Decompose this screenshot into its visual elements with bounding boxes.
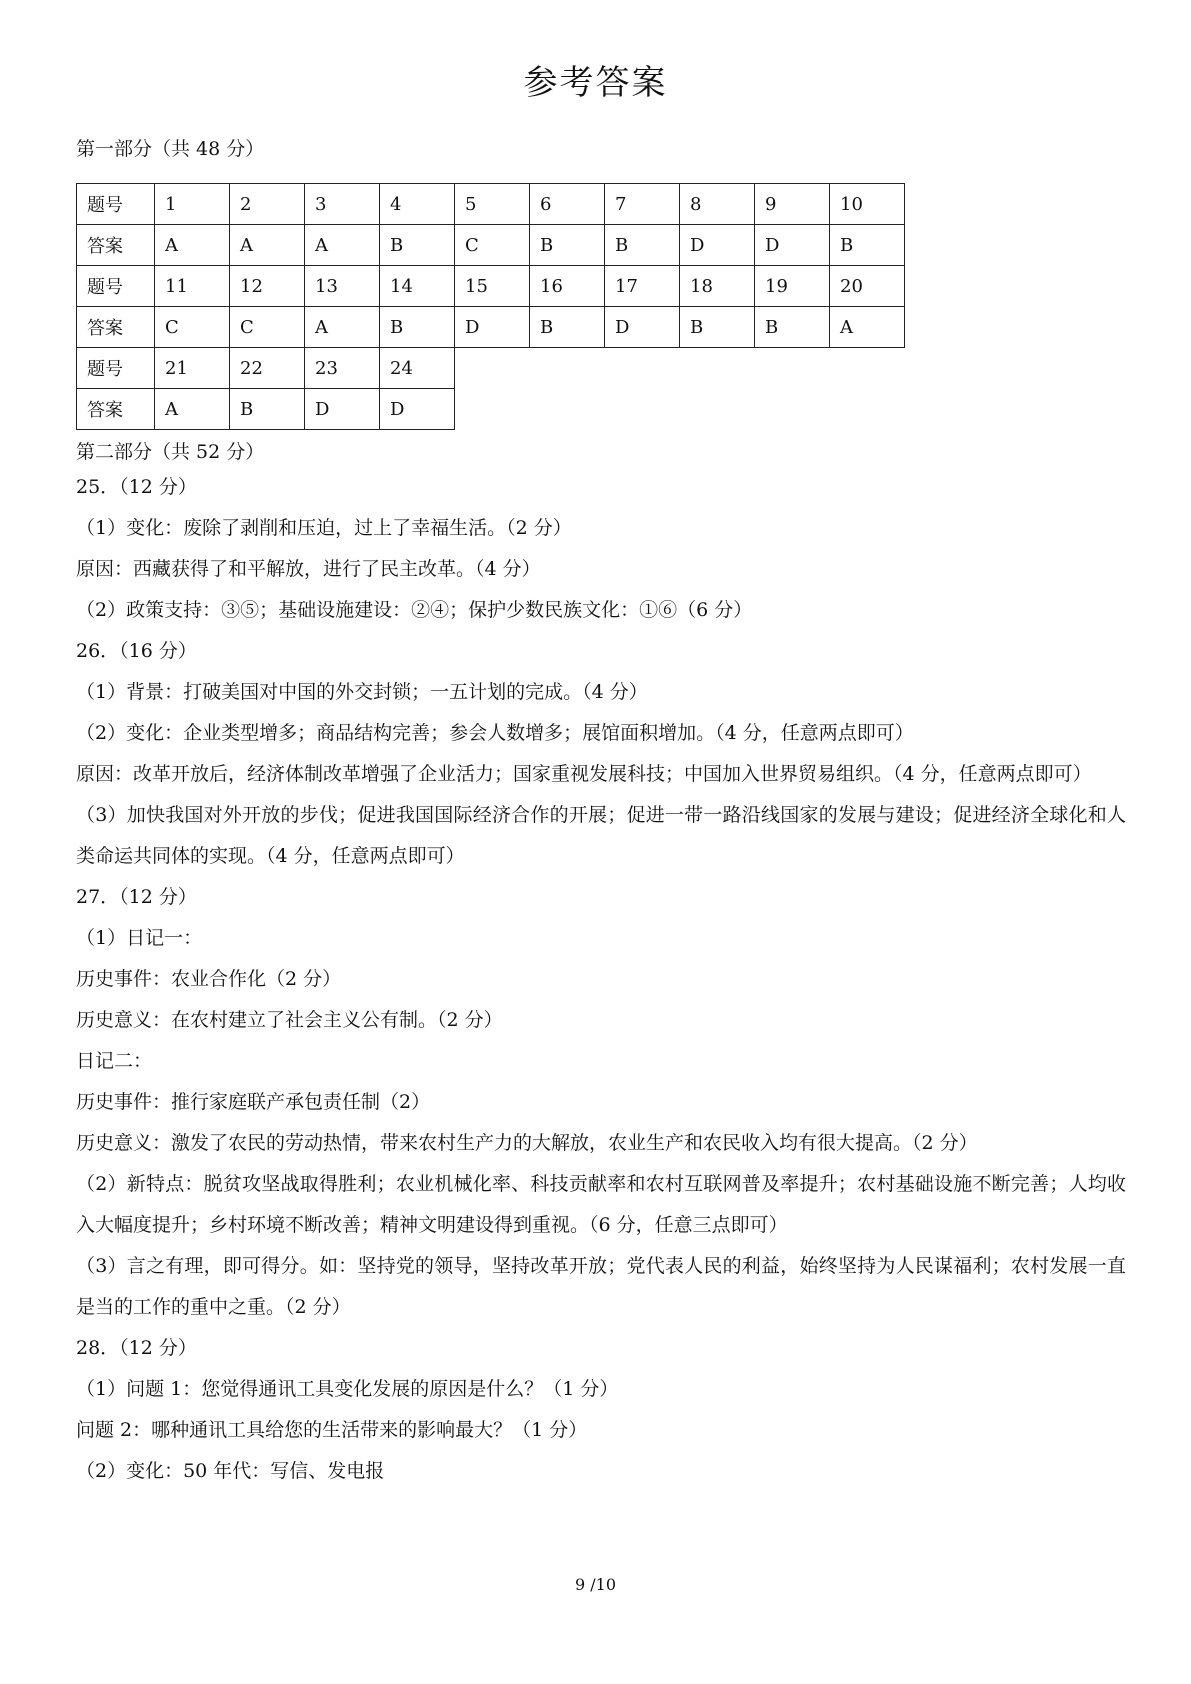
answer-cell: D — [680, 225, 755, 266]
answer-line: （1）背景：打破美国对中国的外交封锁；一五计划的完成。（4 分） — [76, 681, 648, 703]
question-number-cell: 17 — [605, 266, 680, 307]
question-number-cell: 21 — [155, 348, 230, 389]
answer-cell: A — [305, 307, 380, 348]
answer-row — [77, 307, 905, 348]
answer-cell: A — [155, 225, 230, 266]
answer-cell: A — [155, 389, 230, 430]
answer-cell: B — [230, 389, 305, 430]
answer-line: （2）新特点：脱贫攻坚战取得胜利；农业机械化率、科技贡献率和农村互联网普及率提升；农村基础设施不断完善；人均收入大幅度提升；乡村环境不断改善；精神文明建设得到重视。（6 分，任意三点即可） — [76, 1173, 1126, 1236]
question-number-cell: 7 — [605, 184, 680, 225]
answer-row — [77, 389, 905, 430]
question-number-cell: 10 — [830, 184, 905, 225]
answer-cell: A — [230, 225, 305, 266]
answer-line: 历史事件：推行家庭联产承包责任制（2） — [76, 1091, 431, 1113]
answer-cell: B — [605, 225, 680, 266]
answer-line: （2）变化：企业类型增多；商品结构完善；参会人数增多；展馆面积增加。（4 分，任意两点即可） — [76, 722, 914, 744]
question-number-cell: 18 — [680, 266, 755, 307]
answer-table — [76, 183, 905, 430]
question-number-cell: 1 — [155, 184, 230, 225]
question-number-row — [77, 266, 905, 307]
answer-cell: C — [155, 307, 230, 348]
question-number-cell: 13 — [305, 266, 380, 307]
empty-cell — [530, 389, 605, 430]
question-number-cell: 23 — [305, 348, 380, 389]
answer-line: 原因：西藏获得了和平解放，进行了民主改革。（4 分） — [76, 558, 541, 580]
answer-line: 27．（12 分） — [76, 886, 197, 908]
question-number-cell: 12 — [230, 266, 305, 307]
empty-cell — [605, 389, 680, 430]
empty-cell — [605, 348, 680, 389]
question-number-cell: 15 — [455, 266, 530, 307]
answer-row — [77, 225, 905, 266]
question-number-cell: 6 — [530, 184, 605, 225]
answer-line: （1）日记一： — [76, 927, 203, 949]
page-number: 9 /10 — [574, 1575, 616, 1594]
question-label-cell: 题号 — [77, 348, 155, 389]
answer-line: （2）政策支持：③⑤；基础设施建设：②④；保护少数民族文化：①⑥（6 分） — [76, 599, 753, 621]
question-number-row — [77, 184, 905, 225]
answer-cell: B — [380, 307, 455, 348]
question-number-cell: 5 — [455, 184, 530, 225]
answer-line: 历史意义：在农村建立了社会主义公有制。（2 分） — [76, 1009, 503, 1031]
question-number-cell: 19 — [755, 266, 830, 307]
part2-heading: 第二部分（共 52 分） — [76, 441, 265, 463]
question-number-cell: 22 — [230, 348, 305, 389]
empty-cell — [830, 348, 905, 389]
question-number-cell: 8 — [680, 184, 755, 225]
answer-content — [76, 467, 1126, 1492]
answer-label-cell: 答案 — [77, 225, 155, 266]
answer-cell: B — [830, 225, 905, 266]
empty-cell — [530, 348, 605, 389]
answer-line: 28．（12 分） — [76, 1337, 197, 1359]
question-number-cell: 16 — [530, 266, 605, 307]
question-number-cell: 3 — [305, 184, 380, 225]
page-title: 参考答案 — [523, 63, 668, 103]
answer-line: 原因：改革开放后，经济体制改革增强了企业活力；国家重视发展科技；中国加入世界贸易组织。（4 分，任意两点即可） — [76, 763, 1092, 785]
answer-line: （3）言之有理，即可得分。如：坚持党的领导，坚持改革开放；党代表人民的利益，始终坚持为人民谋福利；农村发展一直是当的工作的重中之重。（2 分） — [76, 1255, 1126, 1318]
question-number-cell: 11 — [155, 266, 230, 307]
question-number-cell: 24 — [380, 348, 455, 389]
answer-cell: D — [380, 389, 455, 430]
empty-cell — [680, 348, 755, 389]
question-label-cell: 题号 — [77, 184, 155, 225]
answer-cell: B — [530, 225, 605, 266]
question-number-cell: 2 — [230, 184, 305, 225]
answer-line: （3）加快我国对外开放的步伐；促进我国国际经济合作的开展；促进一带一路沿线国家的发展与建设；促进经济全球化和人类命运共同体的实现。（4 分，任意两点即可） — [76, 804, 1126, 867]
answer-line: 历史意义：激发了农民的劳动热情，带来农村生产力的大解放，农业生产和农民收入均有很大提高。（2 分） — [76, 1132, 978, 1154]
answer-label-cell: 答案 — [77, 307, 155, 348]
answer-cell: D — [605, 307, 680, 348]
answer-cell: B — [530, 307, 605, 348]
answer-line: （1）问题 1：您觉得通讯工具变化发展的原因是什么？（1 分） — [76, 1378, 619, 1400]
answer-line: （1）变化：废除了剥削和压迫，过上了幸福生活。（2 分） — [76, 517, 572, 539]
answer-cell: B — [755, 307, 830, 348]
answer-cell: B — [380, 225, 455, 266]
answer-line: （2）变化：50 年代：写信、发电报 — [76, 1460, 385, 1482]
question-label-cell: 题号 — [77, 266, 155, 307]
answer-cell: C — [455, 225, 530, 266]
answer-label-cell: 答案 — [77, 389, 155, 430]
answer-line: 问题 2：哪种通讯工具给您的生活带来的影响最大？（1 分） — [76, 1419, 588, 1441]
answer-cell: A — [830, 307, 905, 348]
question-number-row — [77, 348, 905, 389]
answer-cell: D — [455, 307, 530, 348]
question-number-cell: 4 — [380, 184, 455, 225]
empty-cell — [755, 389, 830, 430]
empty-cell — [455, 348, 530, 389]
part1-heading: 第一部分（共 48 分） — [76, 138, 265, 160]
answer-line: 25．（12 分） — [76, 476, 197, 498]
empty-cell — [680, 389, 755, 430]
empty-cell — [830, 389, 905, 430]
answer-cell: D — [305, 389, 380, 430]
answer-cell: B — [680, 307, 755, 348]
answer-cell: D — [755, 225, 830, 266]
answer-cell: A — [305, 225, 380, 266]
answer-line: 日记二： — [76, 1050, 153, 1072]
answer-line: 历史事件：农业合作化（2 分） — [76, 968, 342, 990]
question-number-cell: 9 — [755, 184, 830, 225]
empty-cell — [755, 348, 830, 389]
answer-cell: C — [230, 307, 305, 348]
question-number-cell: 14 — [380, 266, 455, 307]
empty-cell — [455, 389, 530, 430]
question-number-cell: 20 — [830, 266, 905, 307]
answer-line: 26．（16 分） — [76, 640, 197, 662]
